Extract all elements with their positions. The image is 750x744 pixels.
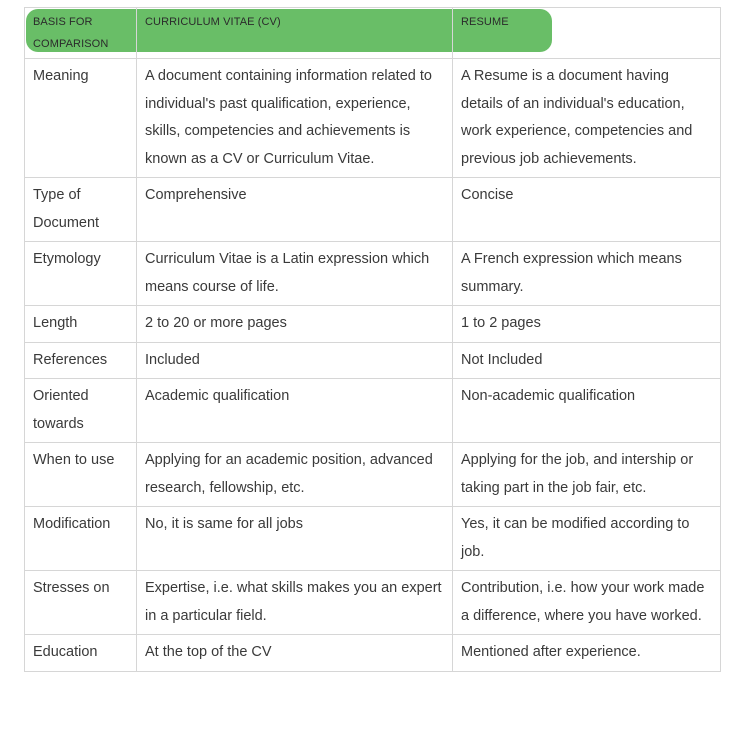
- table-row: [25, 443, 721, 507]
- header-cv: CURRICULUM VITAE (CV): [137, 8, 453, 59]
- header-row: [25, 8, 721, 59]
- comparison-table: [24, 7, 721, 672]
- resume-cell: A French expression which means summary.: [453, 242, 721, 306]
- row-label: Oriented towards: [25, 379, 137, 443]
- row-label: Meaning: [25, 59, 137, 178]
- table-row: [25, 379, 721, 443]
- comparison-table-container: [24, 7, 720, 672]
- header-basis: BASIS FOR COMPARISON: [25, 8, 137, 59]
- resume-cell: Applying for the job, and intership or taking part in the job fair, etc.: [453, 443, 721, 507]
- cv-cell: A document containing information related to individual's past qualification, experience, skills, competencies and achievements is known as a CV or Curriculum Vitae.: [137, 59, 453, 178]
- cv-cell: Academic qualification: [137, 379, 453, 443]
- cv-cell: Included: [137, 342, 453, 379]
- row-label: References: [25, 342, 137, 379]
- row-label: Length: [25, 306, 137, 343]
- cv-cell: Applying for an academic position, advanced research, fellowship, etc.: [137, 443, 453, 507]
- table-row: [25, 242, 721, 306]
- resume-cell: Not Included: [453, 342, 721, 379]
- resume-cell: Concise: [453, 178, 721, 242]
- row-label: Education: [25, 635, 137, 672]
- row-label: Etymology: [25, 242, 137, 306]
- table-row: [25, 507, 721, 571]
- resume-cell: Yes, it can be modified according to job.: [453, 507, 721, 571]
- resume-cell: Mentioned after experience.: [453, 635, 721, 672]
- table-row: [25, 59, 721, 178]
- table-row: [25, 635, 721, 672]
- row-label: Stresses on: [25, 571, 137, 635]
- table-row: [25, 306, 721, 343]
- row-label: Type of Document: [25, 178, 137, 242]
- table-row: [25, 342, 721, 379]
- row-label: Modification: [25, 507, 137, 571]
- table-row: [25, 571, 721, 635]
- resume-cell: A Resume is a document having details of an individual's education, work experience, competencies and previous job achievements.: [453, 59, 721, 178]
- resume-cell: 1 to 2 pages: [453, 306, 721, 343]
- cv-cell: Comprehensive: [137, 178, 453, 242]
- resume-cell: Contribution, i.e. how your work made a difference, where you have worked.: [453, 571, 721, 635]
- table-row: [25, 178, 721, 242]
- cv-cell: At the top of the CV: [137, 635, 453, 672]
- resume-cell: Non-academic qualification: [453, 379, 721, 443]
- cv-cell: No, it is same for all jobs: [137, 507, 453, 571]
- cv-cell: Expertise, i.e. what skills makes you an expert in a particular field.: [137, 571, 453, 635]
- header-resume: RESUME: [453, 8, 721, 59]
- row-label: When to use: [25, 443, 137, 507]
- cv-cell: 2 to 20 or more pages: [137, 306, 453, 343]
- cv-cell: Curriculum Vitae is a Latin expression which means course of life.: [137, 242, 453, 306]
